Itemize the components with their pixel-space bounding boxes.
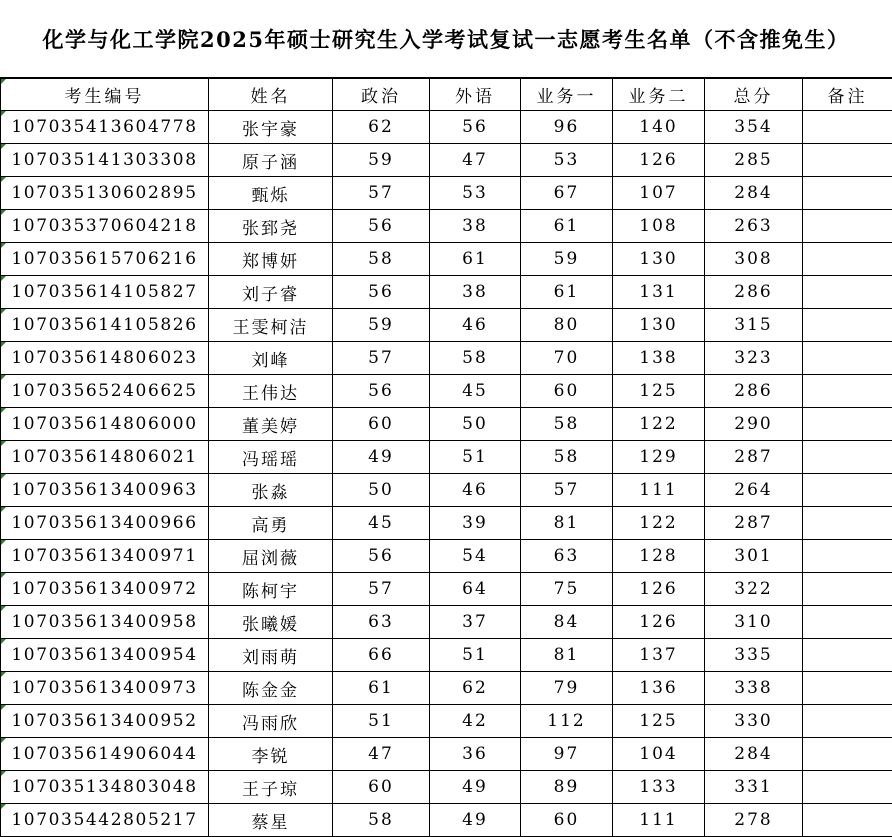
header-exam-id[interactable]: 考生编号 <box>1 79 209 111</box>
subject-one-cell[interactable]: 58 <box>521 441 613 474</box>
foreign-language-cell[interactable]: 36 <box>430 738 521 771</box>
page-title: 化学与化工学院2025年硕士研究生入学考试复试一志愿考生名单（不含推免生） <box>42 26 850 52</box>
exam-id-cell[interactable]: 107035614806000 <box>1 408 209 441</box>
exam-id-cell[interactable]: 107035613400973 <box>1 672 209 705</box>
name-cell[interactable]: 张淼 <box>209 474 333 507</box>
subject-one-cell[interactable]: 61 <box>521 276 613 309</box>
total-cell[interactable]: 286 <box>705 276 803 309</box>
table-row <box>1 540 892 573</box>
table-row <box>1 639 892 672</box>
foreign-language-cell[interactable]: 49 <box>430 771 521 804</box>
exam-id-cell[interactable]: 107035134803048 <box>1 771 209 804</box>
politics-cell[interactable]: 63 <box>333 606 430 639</box>
foreign-language-cell[interactable]: 39 <box>430 507 521 540</box>
total-cell[interactable]: 315 <box>705 309 803 342</box>
politics-cell[interactable]: 59 <box>333 144 430 177</box>
total-cell[interactable]: 284 <box>705 738 803 771</box>
subject-one-cell[interactable]: 81 <box>521 639 613 672</box>
subject-two-cell[interactable]: 126 <box>613 606 705 639</box>
exam-id-cell[interactable]: 107035613400972 <box>1 573 209 606</box>
subject-two-cell[interactable]: 111 <box>613 804 705 837</box>
total-cell[interactable]: 335 <box>705 639 803 672</box>
table-row <box>1 375 892 408</box>
foreign-language-cell[interactable]: 46 <box>430 474 521 507</box>
total-cell[interactable]: 331 <box>705 771 803 804</box>
remarks-cell[interactable] <box>803 276 892 309</box>
remarks-cell[interactable] <box>803 111 892 144</box>
remarks-cell[interactable] <box>803 507 892 540</box>
politics-cell[interactable]: 56 <box>333 540 430 573</box>
foreign-language-cell[interactable]: 58 <box>430 342 521 375</box>
remarks-cell[interactable] <box>803 441 892 474</box>
foreign-language-cell[interactable]: 47 <box>430 144 521 177</box>
total-cell[interactable]: 278 <box>705 804 803 837</box>
foreign-language-cell[interactable]: 54 <box>430 540 521 573</box>
remarks-cell[interactable] <box>803 144 892 177</box>
subject-one-cell[interactable]: 75 <box>521 573 613 606</box>
total-cell[interactable]: 323 <box>705 342 803 375</box>
header-foreign-language[interactable]: 外语 <box>430 79 521 111</box>
politics-cell[interactable]: 45 <box>333 507 430 540</box>
table-row <box>1 606 892 639</box>
exam-id-cell[interactable]: 107035614806021 <box>1 441 209 474</box>
table-row <box>1 474 892 507</box>
table-row <box>1 441 892 474</box>
header-subject-two[interactable]: 业务二 <box>613 79 705 111</box>
subject-one-cell[interactable]: 58 <box>521 408 613 441</box>
total-cell[interactable]: 322 <box>705 573 803 606</box>
subject-two-cell[interactable]: 137 <box>613 639 705 672</box>
subject-two-cell[interactable]: 125 <box>613 705 705 738</box>
remarks-cell[interactable] <box>803 804 892 837</box>
exam-id-cell[interactable]: 107035130602895 <box>1 177 209 210</box>
name-cell[interactable]: 陈柯宇 <box>209 573 333 606</box>
politics-cell[interactable]: 56 <box>333 276 430 309</box>
politics-cell[interactable]: 58 <box>333 243 430 276</box>
name-cell[interactable]: 李锐 <box>209 738 333 771</box>
foreign-language-cell[interactable]: 38 <box>430 210 521 243</box>
header-subject-one[interactable]: 业务一 <box>521 79 613 111</box>
exam-id-cell[interactable]: 107035141303308 <box>1 144 209 177</box>
remarks-cell[interactable] <box>803 375 892 408</box>
name-cell[interactable]: 冯雨欣 <box>209 705 333 738</box>
name-cell[interactable]: 刘子睿 <box>209 276 333 309</box>
exam-id-cell[interactable]: 107035613400971 <box>1 540 209 573</box>
remarks-cell[interactable] <box>803 705 892 738</box>
subject-two-cell[interactable]: 104 <box>613 738 705 771</box>
name-cell[interactable]: 陈金金 <box>209 672 333 705</box>
name-cell[interactable]: 王子琼 <box>209 771 333 804</box>
total-cell[interactable]: 310 <box>705 606 803 639</box>
remarks-cell[interactable] <box>803 573 892 606</box>
subject-two-cell[interactable]: 130 <box>613 243 705 276</box>
subject-two-cell[interactable]: 138 <box>613 342 705 375</box>
subject-two-cell[interactable]: 107 <box>613 177 705 210</box>
remarks-cell[interactable] <box>803 771 892 804</box>
foreign-language-cell[interactable]: 62 <box>430 672 521 705</box>
name-cell[interactable]: 张曦媛 <box>209 606 333 639</box>
politics-cell[interactable]: 47 <box>333 738 430 771</box>
politics-cell[interactable]: 57 <box>333 342 430 375</box>
remarks-cell[interactable] <box>803 309 892 342</box>
subject-two-cell[interactable]: 111 <box>613 474 705 507</box>
subject-one-cell[interactable]: 53 <box>521 144 613 177</box>
total-cell[interactable]: 354 <box>705 111 803 144</box>
name-cell[interactable]: 屈浏薇 <box>209 540 333 573</box>
politics-cell[interactable]: 57 <box>333 573 430 606</box>
table-row <box>1 738 892 771</box>
table-row <box>1 210 892 243</box>
politics-cell[interactable]: 60 <box>333 408 430 441</box>
foreign-language-cell[interactable]: 61 <box>430 243 521 276</box>
politics-cell[interactable]: 56 <box>333 375 430 408</box>
name-cell[interactable]: 张宇豪 <box>209 111 333 144</box>
table-row <box>1 276 892 309</box>
foreign-language-cell[interactable]: 64 <box>430 573 521 606</box>
politics-cell[interactable]: 59 <box>333 309 430 342</box>
table-row <box>1 771 892 804</box>
exam-id-cell[interactable]: 107035615706216 <box>1 243 209 276</box>
total-cell[interactable]: 263 <box>705 210 803 243</box>
header-politics[interactable]: 政治 <box>333 79 430 111</box>
subject-two-cell[interactable]: 126 <box>613 144 705 177</box>
subject-two-cell[interactable]: 129 <box>613 441 705 474</box>
header-row <box>1 79 892 111</box>
total-cell[interactable]: 264 <box>705 474 803 507</box>
total-cell[interactable]: 287 <box>705 507 803 540</box>
header-remarks[interactable]: 备注 <box>803 79 892 111</box>
subject-two-cell[interactable]: 108 <box>613 210 705 243</box>
subject-one-cell[interactable]: 61 <box>521 210 613 243</box>
name-cell[interactable]: 刘雨萌 <box>209 639 333 672</box>
subject-one-cell[interactable]: 97 <box>521 738 613 771</box>
exam-id-cell[interactable]: 107035614906044 <box>1 738 209 771</box>
subject-one-cell[interactable]: 63 <box>521 540 613 573</box>
politics-cell[interactable]: 57 <box>333 177 430 210</box>
subject-two-cell[interactable]: 136 <box>613 672 705 705</box>
total-cell[interactable]: 285 <box>705 144 803 177</box>
total-cell[interactable]: 284 <box>705 177 803 210</box>
total-cell[interactable]: 308 <box>705 243 803 276</box>
table-row <box>1 804 892 837</box>
name-cell[interactable]: 原子涵 <box>209 144 333 177</box>
politics-cell[interactable]: 60 <box>333 771 430 804</box>
name-cell[interactable]: 蔡星 <box>209 804 333 837</box>
name-cell[interactable]: 王雯柯洁 <box>209 309 333 342</box>
exam-id-cell[interactable]: 107035413604778 <box>1 111 209 144</box>
subject-two-cell[interactable]: 125 <box>613 375 705 408</box>
remarks-cell[interactable] <box>803 243 892 276</box>
table-row <box>1 111 892 144</box>
name-cell[interactable]: 高勇 <box>209 507 333 540</box>
total-cell[interactable]: 330 <box>705 705 803 738</box>
exam-id-cell[interactable]: 107035442805217 <box>1 804 209 837</box>
politics-cell[interactable]: 51 <box>333 705 430 738</box>
foreign-language-cell[interactable]: 42 <box>430 705 521 738</box>
total-cell[interactable]: 287 <box>705 441 803 474</box>
table-row <box>1 507 892 540</box>
header-name[interactable]: 姓名 <box>209 79 333 111</box>
subject-one-cell[interactable]: 84 <box>521 606 613 639</box>
remarks-cell[interactable] <box>803 408 892 441</box>
subject-one-cell[interactable]: 80 <box>521 309 613 342</box>
table-row <box>1 672 892 705</box>
table-row <box>1 144 892 177</box>
subject-one-cell[interactable]: 59 <box>521 243 613 276</box>
table-row <box>1 243 892 276</box>
table-row <box>1 342 892 375</box>
name-cell[interactable]: 郑博妍 <box>209 243 333 276</box>
subject-one-cell[interactable]: 70 <box>521 342 613 375</box>
subject-two-cell[interactable]: 133 <box>613 771 705 804</box>
subject-one-cell[interactable]: 89 <box>521 771 613 804</box>
header-total[interactable]: 总分 <box>705 79 803 111</box>
foreign-language-cell[interactable]: 45 <box>430 375 521 408</box>
table-row <box>1 705 892 738</box>
subject-two-cell[interactable]: 122 <box>613 408 705 441</box>
foreign-language-cell[interactable]: 51 <box>430 639 521 672</box>
remarks-cell[interactable] <box>803 639 892 672</box>
remarks-cell[interactable] <box>803 672 892 705</box>
politics-cell[interactable]: 62 <box>333 111 430 144</box>
politics-cell[interactable]: 58 <box>333 804 430 837</box>
table-row <box>1 177 892 210</box>
subject-one-cell[interactable]: 60 <box>521 804 613 837</box>
name-cell[interactable]: 张郅尧 <box>209 210 333 243</box>
remarks-cell[interactable] <box>803 177 892 210</box>
subject-two-cell[interactable]: 122 <box>613 507 705 540</box>
foreign-language-cell[interactable]: 53 <box>430 177 521 210</box>
exam-id-cell[interactable]: 107035613400963 <box>1 474 209 507</box>
foreign-language-cell[interactable]: 38 <box>430 276 521 309</box>
politics-cell[interactable]: 66 <box>333 639 430 672</box>
title-cell[interactable] <box>0 0 892 78</box>
exam-id-cell[interactable]: 107035370604218 <box>1 210 209 243</box>
politics-cell[interactable]: 50 <box>333 474 430 507</box>
subject-one-cell[interactable]: 67 <box>521 177 613 210</box>
foreign-language-cell[interactable]: 49 <box>430 804 521 837</box>
remarks-cell[interactable] <box>803 210 892 243</box>
remarks-cell[interactable] <box>803 738 892 771</box>
exam-id-cell[interactable]: 107035613400954 <box>1 639 209 672</box>
total-cell[interactable]: 338 <box>705 672 803 705</box>
subject-two-cell[interactable]: 140 <box>613 111 705 144</box>
total-cell[interactable]: 301 <box>705 540 803 573</box>
exam-id-cell[interactable]: 107035614806023 <box>1 342 209 375</box>
subject-two-cell[interactable]: 126 <box>613 573 705 606</box>
name-cell[interactable]: 甄烁 <box>209 177 333 210</box>
exam-id-cell[interactable]: 107035613400958 <box>1 606 209 639</box>
politics-cell[interactable]: 61 <box>333 672 430 705</box>
remarks-cell[interactable] <box>803 540 892 573</box>
remarks-cell[interactable] <box>803 342 892 375</box>
exam-id-cell[interactable]: 107035613400952 <box>1 705 209 738</box>
name-cell[interactable]: 王伟达 <box>209 375 333 408</box>
subject-one-cell[interactable]: 79 <box>521 672 613 705</box>
name-cell[interactable]: 董美婷 <box>209 408 333 441</box>
subject-one-cell[interactable]: 112 <box>521 705 613 738</box>
table-row <box>1 309 892 342</box>
foreign-language-cell[interactable]: 37 <box>430 606 521 639</box>
politics-cell[interactable]: 49 <box>333 441 430 474</box>
exam-id-cell[interactable]: 107035614105826 <box>1 309 209 342</box>
politics-cell[interactable]: 56 <box>333 210 430 243</box>
subject-two-cell[interactable]: 128 <box>613 540 705 573</box>
name-cell[interactable]: 冯瑶瑶 <box>209 441 333 474</box>
remarks-cell[interactable] <box>803 606 892 639</box>
subject-one-cell[interactable]: 57 <box>521 474 613 507</box>
foreign-language-cell[interactable]: 51 <box>430 441 521 474</box>
foreign-language-cell[interactable]: 46 <box>430 309 521 342</box>
foreign-language-cell[interactable]: 50 <box>430 408 521 441</box>
exam-id-cell[interactable]: 107035652406625 <box>1 375 209 408</box>
subject-two-cell[interactable]: 131 <box>613 276 705 309</box>
foreign-language-cell[interactable]: 56 <box>430 111 521 144</box>
candidate-table <box>0 78 892 837</box>
table-row <box>1 573 892 606</box>
exam-id-cell[interactable]: 107035614105827 <box>1 276 209 309</box>
total-cell[interactable]: 286 <box>705 375 803 408</box>
subject-one-cell[interactable]: 60 <box>521 375 613 408</box>
table-row <box>1 408 892 441</box>
subject-one-cell[interactable]: 81 <box>521 507 613 540</box>
remarks-cell[interactable] <box>803 474 892 507</box>
total-cell[interactable]: 290 <box>705 408 803 441</box>
name-cell[interactable]: 刘峰 <box>209 342 333 375</box>
subject-two-cell[interactable]: 130 <box>613 309 705 342</box>
subject-one-cell[interactable]: 96 <box>521 111 613 144</box>
exam-id-cell[interactable]: 107035613400966 <box>1 507 209 540</box>
